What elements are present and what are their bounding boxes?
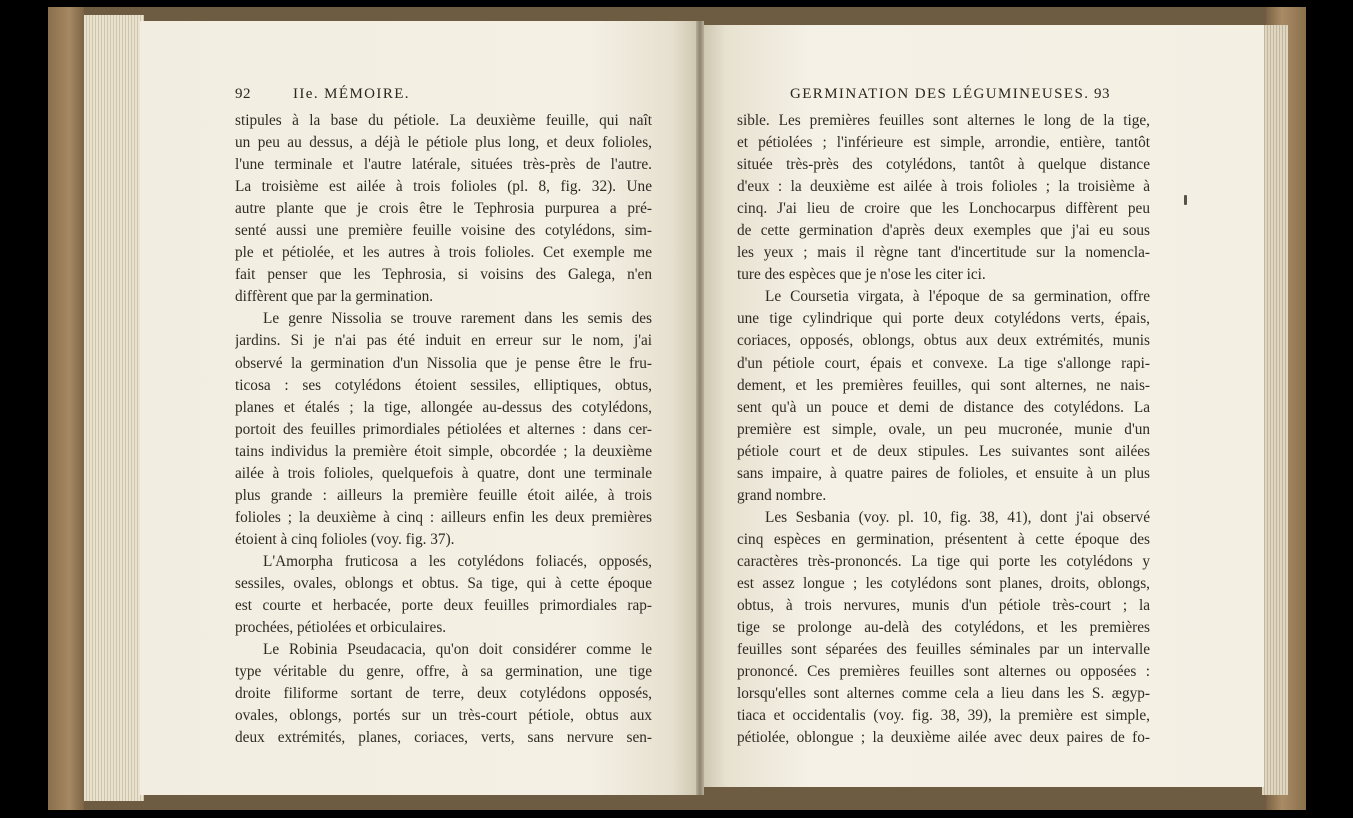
text-line: droite filiforme sortant de terre, deux cotylédons opposés, (235, 685, 652, 703)
left-page-number: 92 (235, 86, 251, 102)
text-line: obtus, à trois nervures, munis d'un pétiole très-court ; la (737, 597, 1150, 615)
text-line: dement, et les premières feuilles, qui sont alternes, ne nais- (737, 376, 1150, 394)
left-page-text (235, 110, 652, 749)
text-line: type véritable du genre, offre, à sa germination, une tige (235, 663, 652, 681)
text-line: autre plante que je crois être le Tephrosia purpurea a pré- (235, 200, 652, 218)
text-line: plus grande : ailleurs la première feuille étoit ailée, à trois (235, 486, 652, 504)
left-running-header (235, 86, 515, 103)
text-line: l'une terminale et l'autre latérale, situées très-près de l'autre. (235, 156, 652, 174)
text-line: pétiole court et de deux stipules. Les suivantes sont ailées (737, 442, 1150, 460)
text-line: ple et pétiolée, et les autres à trois folioles. Cet exemple me (235, 244, 652, 262)
text-line: sessiles, ovales, oblongs et obtus. Sa tige, qui à cette époque (235, 574, 652, 592)
text-line: et pétiolées ; l'inférieure est simple, arrondie, entière, tantôt (737, 134, 1150, 152)
text-line: La troisième est ailée à trois folioles (pl. 8, fig. 32). Une (235, 178, 652, 196)
text-line: pétiolée, oblongue ; la deuxième ailée avec deux paires de fo- (737, 729, 1150, 747)
text-line: caractères très-prononcés. La tige qui porte les cotylédons y (737, 552, 1150, 570)
text-line: cinq espèces en germination, présentent à cette époque des (737, 530, 1150, 548)
text-line: feuilles sont séparées des feuilles séminales par un intervalle (737, 641, 1150, 659)
text-line: ailée à trois folioles, quelquefois à quatre, dont une terminale (235, 464, 652, 482)
right-page-edges (1262, 25, 1288, 795)
text-line: grand nombre. (737, 486, 827, 504)
text-line: coriaces, opposés, oblongs, obtus aux deux extrémités, munis (737, 332, 1150, 350)
book-gutter (696, 21, 704, 795)
left-page-edges (84, 15, 144, 801)
text-line: sans impaire, à quatre paires de folioles, et ensuite à un plus (737, 464, 1150, 482)
text-line: Le genre Nissolia se trouve rarement dans les semis des (263, 310, 652, 328)
left-header-title: IIe. MÉMOIRE. (293, 86, 410, 102)
text-line: diffèrent que par la germination. (235, 288, 434, 306)
right-header-title: GERMINATION DES LÉGUMINEUSES. (790, 86, 1090, 102)
text-line: stipules à la base du pétiole. La deuxième feuille, qui naît (235, 112, 652, 129)
text-line: planes et étalés ; la tige, allongée au-dessus des cotylédons, (235, 398, 652, 416)
text-line: fait penser que les Tephrosia, si voisins des Galega, n'en (235, 266, 652, 284)
text-line: L'Amorpha fruticosa a les cotylédons foliacés, opposés, (263, 552, 652, 570)
text-line: étoient à cinq folioles (voy. fig. 37). (235, 530, 455, 548)
right-running-header (790, 86, 1110, 103)
text-line: de cette germination d'après deux exemples que j'ai eu sous (737, 222, 1150, 240)
text-line: première est simple, ovale, un peu mucronée, munie d'un (737, 420, 1150, 438)
text-line: Les Sesbania (voy. pl. 10, fig. 38, 41), dont j'ai observé (765, 508, 1150, 526)
text-line: prochées, pétiolées et orbiculaires. (235, 619, 447, 637)
text-line: tige se prolonge au-delà des cotylédons, et les premières (737, 619, 1150, 637)
text-line: tains individus la première étoit simple, obcordée ; la deuxième (235, 442, 652, 460)
text-line: senté aussi une première feuille voisine des cotylédons, sim- (235, 222, 652, 240)
paper-speck (1184, 195, 1187, 205)
right-page-text (737, 110, 1150, 749)
text-line: un peu au dessus, a déjà le pétiole plus long, et deux folioles, (235, 134, 652, 152)
text-line: ture des espèces que je n'ose les citer ici. (737, 266, 986, 284)
text-line: folioles ; la deuxième à cinq : ailleurs enfin les deux premières (235, 508, 652, 526)
text-line: ticosa : ses cotylédons étoient sessiles, elliptiques, obtus, (235, 376, 652, 394)
text-line: d'un pétiole court, épais et convexe. La tige s'allonge rapi- (737, 354, 1150, 372)
left-cover-board (48, 7, 84, 810)
text-line: observé la germination d'un Nissolia que je pense être le fru- (235, 354, 652, 372)
text-line: une tige cylindrique qui porte deux cotylédons verts, épais, (737, 310, 1150, 328)
text-line: d'eux : la deuxième est ailée à trois folioles ; la troisième à (737, 178, 1150, 196)
text-line: Le Robinia Pseudacacia, qu'on doit considérer comme le (263, 641, 652, 659)
text-line: Le Coursetia virgata, à l'époque de sa germination, offre (765, 288, 1150, 306)
text-line: située très-près des cotylédons, tantôt à quelque distance (737, 156, 1150, 174)
text-line: sent qu'à un pouce et demi de distance des cotylédons. La (737, 398, 1150, 416)
text-line: sible. Les premières feuilles sont alternes le long de la tige, (737, 112, 1150, 129)
text-line: prononcé. Ces premières feuilles sont alternes ou opposées : (737, 663, 1150, 681)
text-line: les yeux ; mais il règne tant d'incertitude sur la nomencla- (737, 244, 1150, 262)
text-line: portoit des feuilles primordiales pétiolées et alternes : dans cer- (235, 420, 652, 438)
text-line: est assez longue ; les cotylédons sont planes, droits, oblongs, (737, 574, 1150, 592)
text-line: ovales, oblongs, portés sur un très-court pétiole, obtus aux (235, 707, 652, 725)
text-line: lorsqu'elles sont alternes comme cela a lieu dans les S. ægyp- (737, 685, 1150, 703)
text-line: tiaca et occidentalis (voy. fig. 38, 39), la première est simple, (737, 707, 1150, 725)
text-line: cinq. J'ai lieu de croire que les Lonchocarpus diffèrent peu (737, 200, 1150, 218)
text-line: jardins. Si je n'ai pas été induit en erreur sur le nom, j'ai (235, 332, 652, 350)
right-page-number: 93 (1094, 86, 1110, 102)
text-line: deux extrémités, planes, coriaces, verts, sans nervure sen- (235, 729, 652, 747)
text-line: est courte et herbacée, porte deux feuilles primordiales rap- (235, 597, 652, 615)
